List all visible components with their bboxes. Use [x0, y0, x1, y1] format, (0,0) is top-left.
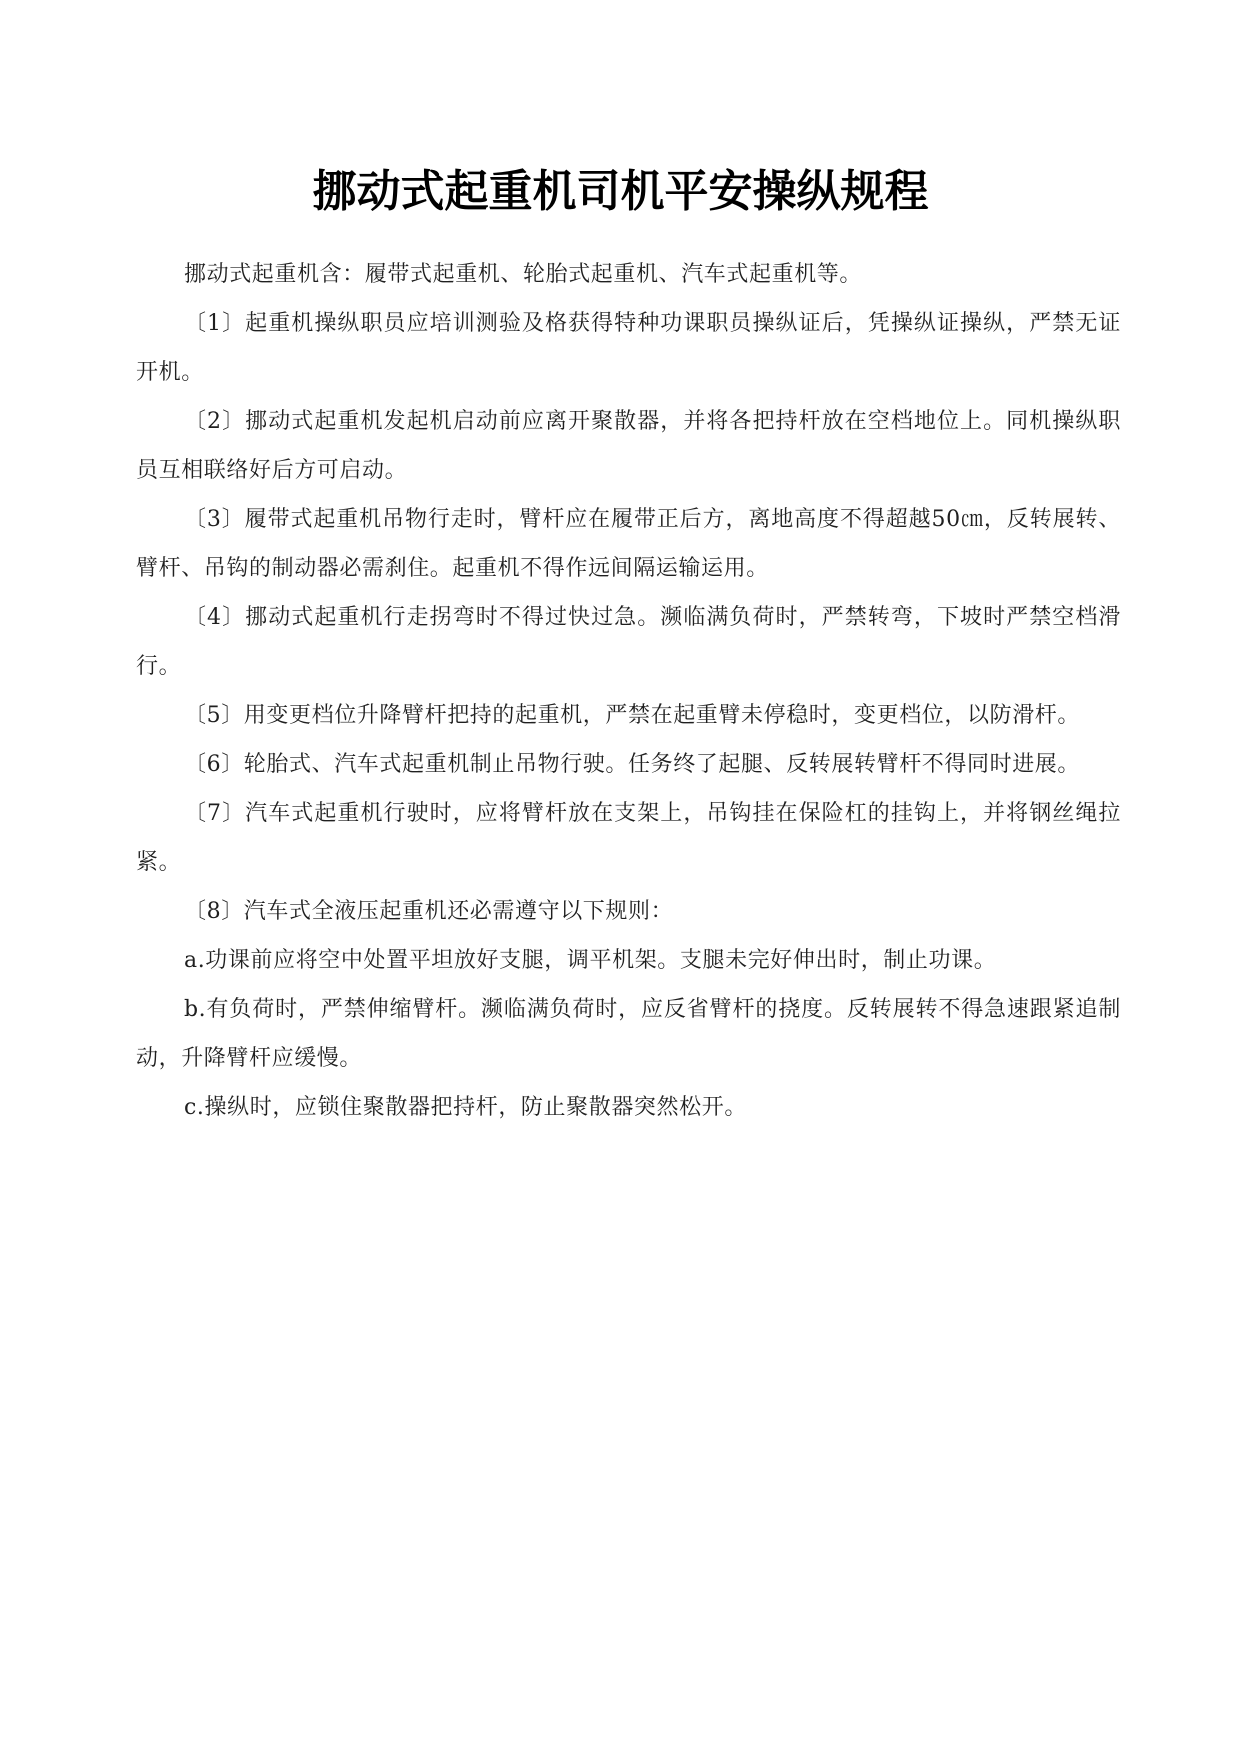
sub-rule-a-paragraph: a.功课前应将空中处置平坦放好支腿，调平机架。支腿未完好伸出时，制止功课。 [184, 948, 997, 973]
rule-2-paragraph: 〔2〕挪动式起重机发起机启动前应离开聚散器，并将各把持杆放在空档地位上。同机操纵职员互相联络好后方可启动。 [136, 409, 1121, 483]
rule-4-paragraph: 〔4〕挪动式起重机行走拐弯时不得过快过急。濒临满负荷时，严禁转弯，下坡时严禁空档滑行。 [136, 605, 1121, 679]
sub-rule-b-paragraph: b.有负荷时，严禁伸缩臂杆。濒临满负荷时，应反省臂杆的挠度。反转展转不得急速跟紧追制动，升降臂杆应缓慢。 [136, 997, 1121, 1071]
rule-3-paragraph: 〔3〕履带式起重机吊物行走时，臂杆应在履带正后方，离地高度不得超越50㎝，反转展转、臂杆、吊钩的制动器必需刹住。起重机不得作远间隔运输运用。 [136, 507, 1121, 581]
rule-7-paragraph: 〔7〕汽车式起重机行驶时，应将臂杆放在支架上，吊钩挂在保险杠的挂钩上，并将钢丝绳拉紧。 [136, 801, 1121, 875]
rule-5-paragraph: 〔5〕用变更档位升降臂杆把持的起重机，严禁在起重臂未停稳时，变更档位，以防滑杆。 [184, 703, 1080, 728]
rule-1-paragraph: 〔1〕起重机操纵职员应培训测验及格获得特种功课职员操纵证后，凭操纵证操纵，严禁无证开机。 [136, 311, 1121, 385]
document-title: 挪动式起重机司机平安操纵规程 [312, 166, 929, 218]
rule-6-paragraph: 〔6〕轮胎式、汽车式起重机制止吊物行驶。任务终了起腿、反转展转臂杆不得同时进展。 [184, 752, 1080, 777]
sub-rule-c-paragraph: c.操纵时，应锁住聚散器把持杆，防止聚散器突然松开。 [184, 1095, 747, 1120]
rule-8-paragraph: 〔8〕汽车式全液压起重机还必需遵守以下规则： [184, 899, 674, 924]
document-body [136, 250, 1121, 1132]
intro-paragraph: 挪动式起重机含：履带式起重机、轮胎式起重机、汽车式起重机等。 [184, 262, 863, 287]
